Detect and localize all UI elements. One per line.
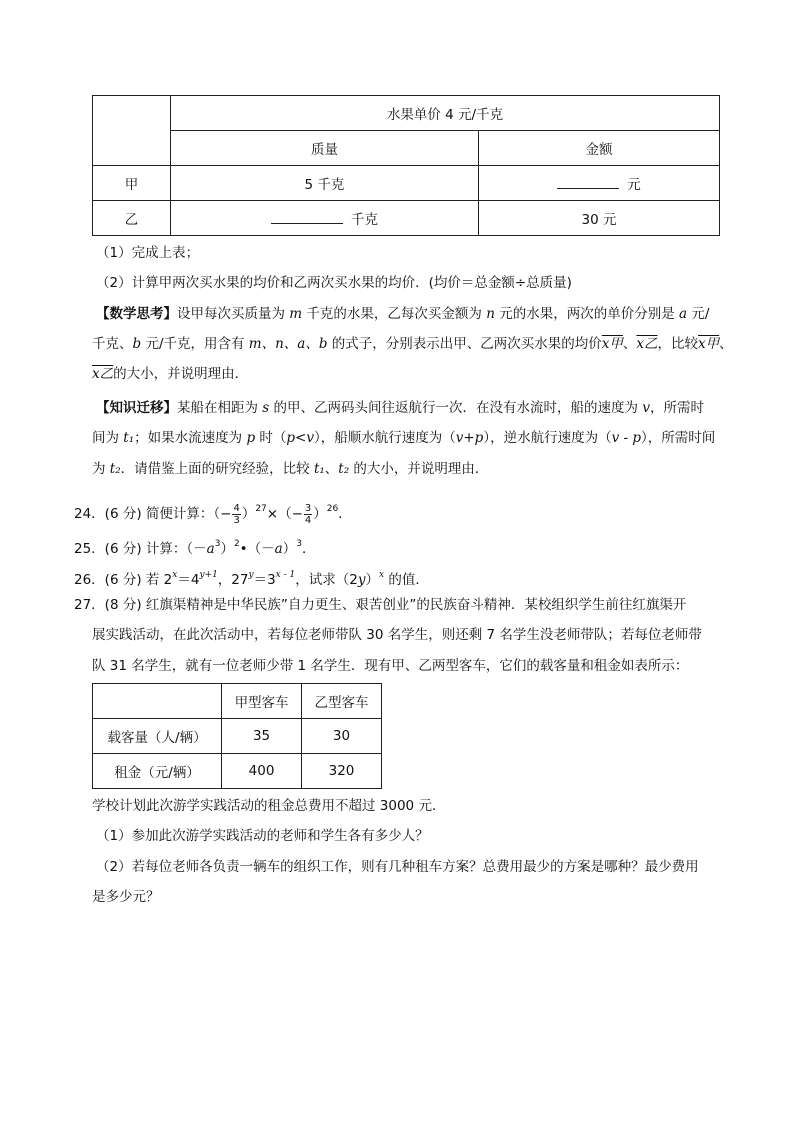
exponent: 27 (255, 504, 267, 514)
question-1: （1）完成上表； (96, 245, 200, 261)
var-t1: t₁ (313, 461, 325, 477)
text: 时（ (255, 430, 287, 446)
text: ．请借鉴上面的研究经验，比较 (120, 461, 314, 477)
answer-blank[interactable] (271, 209, 343, 224)
text: ），所需时间 (641, 430, 716, 446)
unit-label: 千克 (351, 212, 378, 228)
question-27-line-3: 队 31 名学生，就有一位老师少带 1 名学生．现有甲、乙两型客车，它们的载客量和租金如表所示： (92, 658, 689, 674)
text: 间为 (92, 430, 124, 446)
text: 的大小，并说明理由． (349, 461, 489, 477)
var-t1: t₁ (123, 430, 135, 446)
text: •（－ (239, 541, 275, 557)
var-n: n (486, 306, 495, 322)
section-tag: 【知识迁移】 (96, 400, 177, 416)
text: 的式子，分别表示出甲、乙两次买水果的均价 (327, 336, 602, 352)
table-row (93, 684, 382, 719)
text: ×（− (266, 506, 303, 522)
text: 千克、 (92, 336, 133, 352)
yi-quality-cell (171, 201, 479, 236)
mean-yi: x乙 (92, 366, 114, 382)
question-27-line-2: 展实践活动，在此次活动中，若每位老师带队 30 名学生，则还剩 7 名学生没老师带队；若每位老师带 (92, 627, 702, 643)
var-t2: t₂ (338, 461, 350, 477)
math-thinking-line-3 (92, 364, 248, 384)
denominator: 3 (233, 514, 240, 526)
text: ；如果水流速度为 (134, 430, 247, 446)
question-27-line-1: 27．(8 分) 红旗渠精神是中华民族”自力更生、艰苦创业”的民族奋斗精神．某校组织学生前往红旗渠开 (74, 597, 687, 613)
text: 、 (622, 336, 637, 352)
row-label-yi: 乙 (93, 201, 171, 236)
question-27-budget: 学校计划此次游学实践活动的租金总费用不超过 3000 元． (92, 798, 446, 814)
var-b: b (132, 336, 142, 352)
text: ），船顺水航行速度为（ (313, 430, 456, 446)
var-a: a (679, 306, 688, 322)
question-26 (74, 565, 429, 590)
var-a: a (206, 541, 215, 557)
yi-amount-cell: 30 元 (479, 201, 720, 236)
text: 的大小，并说明理由． (113, 366, 249, 382)
exponent: 3 (214, 539, 221, 549)
math-thinking-line-1 (96, 304, 709, 324)
answer-blank[interactable] (557, 174, 619, 189)
text: 某船在相距为 (177, 400, 263, 416)
exponent: 26 (326, 504, 339, 514)
table-row (93, 719, 382, 754)
var-s: s (262, 400, 270, 416)
exponent: x (378, 570, 385, 580)
bus-type-b-header: 乙型客车 (302, 684, 382, 719)
text: 24．(6 分) 简便计算：（− (74, 506, 232, 522)
text: ＝4 (177, 572, 200, 588)
fraction (304, 503, 312, 526)
section-tag: 【数学思考】 (96, 306, 177, 322)
text: ），逆水航行速度为（ (483, 430, 612, 446)
text: 千克的水果，乙每次买金额为 (302, 306, 487, 322)
knowledge-transfer-line-3 (92, 459, 488, 479)
question-2: （2）计算甲两次买水果的均价和乙两次买水果的均价．(均价＝总金额÷总质量) (96, 275, 572, 291)
quality-column-header: 质量 (171, 131, 479, 166)
numerator: 3 (304, 502, 312, 514)
text: ，所需时 (649, 400, 704, 416)
var-v: v (642, 400, 650, 416)
text: 的甲、乙两码头间往返航行一次．在没有水流时，船的速度为 (269, 400, 643, 416)
var-t2: t₂ (109, 461, 121, 477)
text: ） (282, 541, 297, 557)
unit-label: 元 (627, 177, 641, 193)
inequality: p<v (286, 430, 314, 446)
var-m: m (289, 306, 303, 322)
text: 元/千克，用含有 (141, 336, 249, 352)
text: 的值． (384, 572, 429, 588)
mean-yi: x乙 (636, 336, 658, 352)
text: ． (301, 541, 316, 557)
text: 元/ (687, 306, 710, 322)
text: ＝3 (253, 572, 276, 588)
exponent: 2 (233, 539, 240, 549)
var-p: p (246, 430, 256, 446)
text: 元的水果，两次的单价分别是 (494, 306, 679, 322)
text: ） (220, 541, 234, 557)
text: ） (365, 572, 379, 588)
expr: v - p (611, 430, 641, 446)
question-25 (74, 534, 315, 559)
knowledge-transfer-line-2 (92, 428, 715, 448)
rent-type-b: 320 (302, 754, 382, 789)
question-27-sub-2-line-2: 是多少元？ (92, 889, 160, 905)
exponent: 3 (296, 539, 302, 549)
rent-type-a: 400 (222, 754, 302, 789)
text: 设甲每次买质量为 (177, 306, 290, 322)
var-y: y (357, 572, 366, 588)
variables: m、n、a、b (248, 336, 328, 352)
text: ． (338, 506, 352, 522)
exponent: x (172, 570, 178, 580)
capacity-type-b: 30 (302, 719, 382, 754)
exponent: y+1 (199, 570, 218, 580)
bus-type-a-header: 甲型客车 (222, 684, 302, 719)
corner-cell (93, 684, 222, 719)
text: 为 (92, 461, 110, 477)
amount-column-header: 金额 (479, 131, 720, 166)
math-thinking-line-2 (92, 334, 733, 354)
fruit-price-table (92, 95, 720, 236)
text: 、 (719, 336, 733, 352)
knowledge-transfer-line-1 (96, 398, 704, 418)
jia-amount-cell (479, 166, 720, 201)
numerator: 4 (233, 502, 240, 514)
capacity-label: 载客量（人/辆） (93, 719, 222, 754)
mean-jia: x甲 (601, 336, 623, 352)
text: 26．(6 分) 若 2 (74, 572, 173, 588)
table-row (93, 754, 382, 789)
text: ，试求（2 (295, 572, 358, 588)
var-a: a (274, 541, 283, 557)
rent-label: 租金（元/辆） (93, 754, 222, 789)
text: 、 (324, 461, 339, 477)
expr: v+p (455, 430, 484, 446)
text: 25．(6 分) 计算：（－ (74, 541, 207, 557)
table-row (93, 166, 720, 201)
exponent: y (248, 570, 254, 580)
corner-cell (93, 96, 171, 166)
text: ，27 (217, 572, 249, 588)
question-27-sub-1: （1）参加此次游学实践活动的老师和学生各有多少人？ (96, 828, 429, 844)
bus-rental-table (92, 683, 382, 789)
jia-quality-cell: 5 千克 (171, 166, 479, 201)
unit-price-header: 水果单价 4 元/千克 (171, 96, 720, 131)
row-label-jia: 甲 (93, 166, 171, 201)
fraction (232, 503, 240, 526)
question-24: 24．(6 分) 简便计算：（− $\frac{4}{3}$ ）$^{27}$×（− $\frac{3}{4}$ ）$^{26}$． (74, 502, 352, 526)
table-row (93, 201, 720, 236)
mean-jia: x甲 (698, 336, 720, 352)
capacity-type-a: 35 (222, 719, 302, 754)
exponent: x - 1 (275, 570, 296, 580)
denominator: 4 (304, 514, 312, 526)
text: ，比较 (657, 336, 699, 352)
question-27-sub-2-line-1: （2）若每位老师各负责一辆车的组织工作，则有几种租车方案？总费用最少的方案是哪种？最少费用 (96, 859, 699, 875)
